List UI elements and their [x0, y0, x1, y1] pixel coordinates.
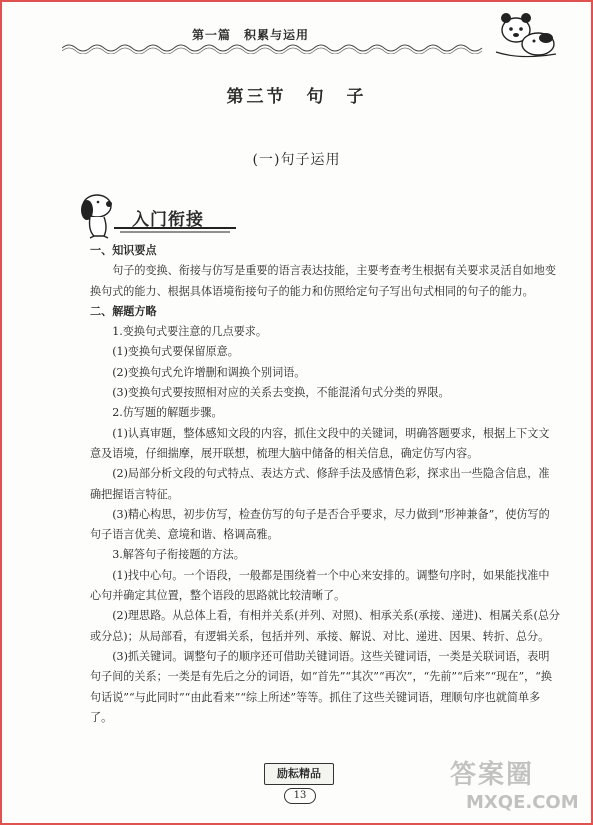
subsection-title: (一)句子运用 — [252, 152, 341, 168]
heading-knowledge: 一、知识要点 — [90, 244, 157, 257]
paragraph: (3)抓关键词。调整句子的顺序还可借助关键词语。这些关键词语，一类是关联词语，表明句子间的关系；一类是有先后之分的词语，如“首先”“其次”“再次”，“先前”“后来”“现在”，“换句话说”“与此同时”“由此看来”“综上所述”等等。抓住了这些关键词语，理顺句序也就简单多了。 — [90, 649, 553, 724]
list-item: 2.仿写题的解题步骤。 — [112, 406, 223, 420]
paragraph: (1)找中心句。一个语段，一般都是围绕着一个中心来安排的。调整句序时，如果能找准中心句并确定其位置，整个语段的思路就比较清晰了。 — [90, 568, 550, 603]
header-wave-rule — [62, 42, 492, 54]
paragraph: (1)认真审题，整体感知文段的内容，抓住文段中的关键词，明确答题要求，根据上下文文意及语境，仔细揣摩，展开联想，梳理大脑中储备的相关信息，确定仿写内容。 — [90, 426, 550, 460]
paragraph: 句子的变换、衔接与仿写是重要的语言表达技能，主要考查考生根据有关要求灵活自如地变换句式的能力、根据具体语境衔接句子的能力和仿照给定句子写出句式相同的句子的能力。 — [90, 264, 556, 298]
paragraph: (2)局部分析文段的句式特点、表达方式、修辞手法及感情色彩，探求出一些隐含信息，准确把握语言特征。 — [90, 467, 550, 501]
paragraph: (3)精心构思，初步仿写，检查仿写的句子是否合乎要求，尽力做到“形神兼备”，使仿写的句子语言优美、意境和谐、格调高雅。 — [90, 507, 550, 542]
header-title: 第一篇 积累与运用 — [192, 28, 310, 42]
page-number: 13 — [284, 788, 316, 804]
heading-methods: 二、解题方略 — [90, 304, 157, 318]
watermark-top: 答案圈 — [450, 760, 535, 790]
list-item: (1)变换句式要保留原意。 — [112, 345, 239, 359]
watermark-bottom: MXQE.COM — [466, 792, 579, 813]
paragraph: (2)理思路。从总体上看，有相并关系(并列、对照)、相承关系(承接、递进)、相属关系(总分或分总)；从局部看，有逻辑关系，包括并列、承接、解说、对比、递进、因果、转折、总分。 — [90, 609, 561, 643]
list-item: (3)变换句式要按照相对应的关系去变换，不能混淆句式分类的界限。 — [112, 386, 450, 400]
list-item: 1.变换句式要注意的几点要求。 — [112, 325, 267, 339]
banner-label: 入门衔接 — [132, 210, 204, 230]
body-content — [90, 241, 560, 728]
watermark — [450, 754, 580, 816]
list-item: (2)变换句式允许增删和调换个别词语。 — [112, 365, 306, 379]
section-title: 第三节 句 子 — [226, 87, 367, 107]
cartoon-animals-icon — [490, 8, 560, 60]
list-item: 3.解答句子衔接题的方法。 — [112, 548, 245, 562]
page-header — [62, 18, 542, 58]
footer-logo: 励耘精品 — [264, 763, 334, 785]
